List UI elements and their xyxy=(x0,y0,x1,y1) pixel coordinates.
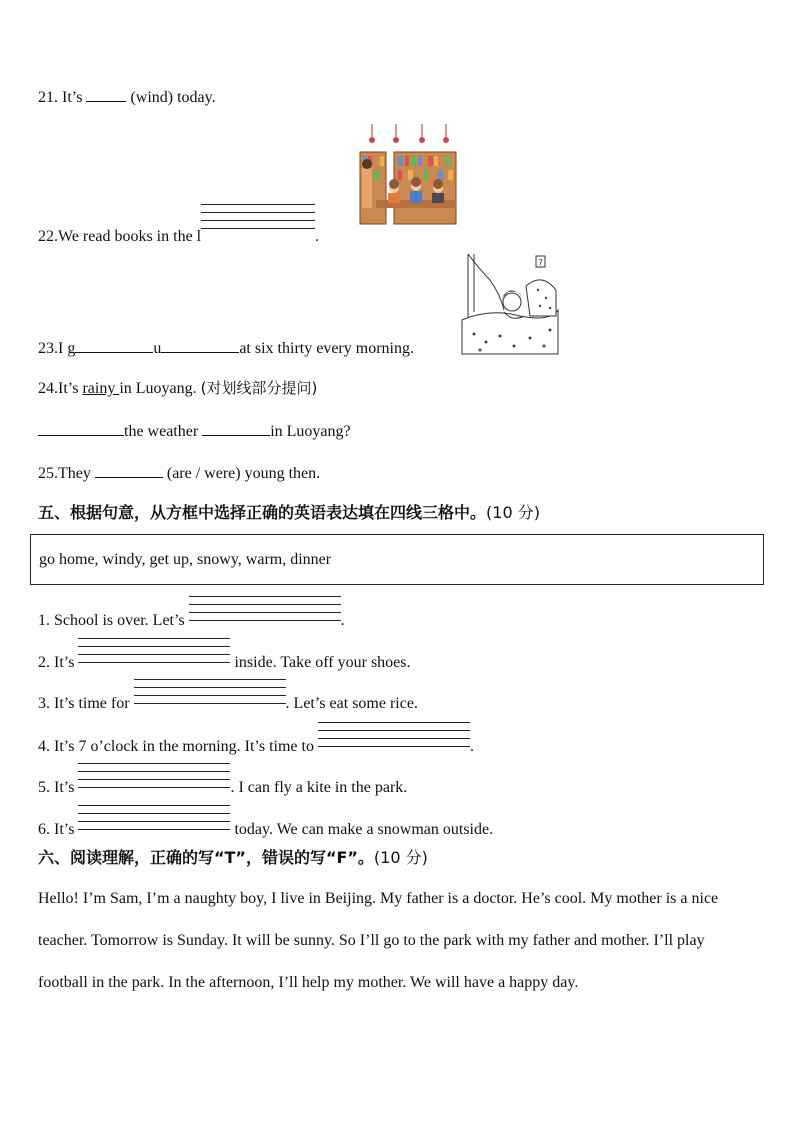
s5-item-1-text-end: . xyxy=(340,612,345,629)
s5-item-2-text-end: inside. Take off your shoes. xyxy=(230,654,411,671)
s5-item-4-text-end: . xyxy=(469,738,474,755)
section-6-heading xyxy=(38,848,428,868)
q23-text-mid: u xyxy=(153,340,162,357)
q23-blank-2[interactable] xyxy=(161,338,239,353)
s5-item-5-text: 5. It’s xyxy=(38,779,79,796)
s5-item-3 xyxy=(38,687,418,714)
s5-item-1-four-line-grid[interactable] xyxy=(189,596,341,621)
s5-item-2-text: 2. It’s xyxy=(38,654,79,671)
question-24 xyxy=(38,378,317,399)
clock-number: 7 xyxy=(538,258,544,267)
section-6-title: 六、阅读理解，正确的写“T”，错误的写“F”。 xyxy=(38,848,374,867)
q22-four-line-grid[interactable] xyxy=(201,204,315,229)
s5-item-5-text-end: . I can fly a kite in the park. xyxy=(230,779,408,796)
s5-item-4 xyxy=(38,730,474,757)
section-5-title: 五、根据句意，从方框中选择正确的英语表达填在四线三格中。 xyxy=(38,503,487,522)
s5-item-1-text: 1. School is over. Let’s xyxy=(38,612,189,629)
reading-passage: Hello! I’m Sam, I’m a naughty boy, I live in Beijing. My father is a doctor. He’s cool. My mother is a nice teacher. Tomorrow is Sunday. It will be sunny. So I’ll go to the park with my father and mother. I’ll play football in the park. In the afternoon, I’ll help my mother. We will have a happy day. xyxy=(38,890,719,991)
section-6-score: (10 分) xyxy=(373,848,428,867)
q21-text: 21. It’s xyxy=(38,89,87,106)
question-22 xyxy=(38,220,319,247)
s5-item-3-text-end: . Let’s eat some rice. xyxy=(285,695,418,712)
s5-item-6-text-end: today. We can make a snowman outside. xyxy=(230,821,494,838)
q21-text-end: (wind) today. xyxy=(126,89,216,106)
s5-item-2-four-line-grid[interactable] xyxy=(78,638,230,663)
library-illustration xyxy=(358,124,458,228)
question-24-answer xyxy=(38,421,351,442)
s5-item-6-four-line-grid[interactable] xyxy=(78,805,230,830)
q22-text: 22.We read books in the l xyxy=(38,228,202,245)
q21-blank[interactable] xyxy=(86,87,126,102)
s5-item-5 xyxy=(38,771,407,798)
s5-item-3-four-line-grid[interactable] xyxy=(134,679,286,704)
s5-item-2 xyxy=(38,646,411,673)
word-bank-text: go home, windy, get up, snowy, warm, dinner xyxy=(39,551,332,568)
q23-text: 23.I g xyxy=(38,340,76,357)
q24-blank-2[interactable] xyxy=(202,421,270,436)
getting-up-illustration xyxy=(460,250,560,356)
s5-item-3-text: 3. It’s time for xyxy=(38,695,134,712)
q24-line2-text-end: in Luoyang? xyxy=(270,423,351,440)
s5-item-4-four-line-grid[interactable] xyxy=(318,722,470,747)
word-bank-box xyxy=(30,534,764,585)
q24-line2-text: the weather xyxy=(124,423,203,440)
question-21 xyxy=(38,87,216,108)
s5-item-1 xyxy=(38,604,345,631)
q25-text-end: (are / were) young then. xyxy=(162,465,321,482)
question-25 xyxy=(38,463,320,484)
q24-blank-1[interactable] xyxy=(38,421,124,436)
question-23 xyxy=(38,338,414,359)
s5-item-6 xyxy=(38,813,493,840)
q24-underlined-word: rainy xyxy=(82,380,120,397)
q24-instruction: (对划线部分提问) xyxy=(200,379,318,397)
q25-blank[interactable] xyxy=(95,463,163,478)
q25-text: 25.They xyxy=(38,465,95,482)
q24-text-end: in Luoyang. xyxy=(119,380,197,397)
q24-text: 24.It’s xyxy=(38,380,83,397)
q23-blank-1[interactable] xyxy=(75,338,153,353)
s5-item-6-text: 6. It’s xyxy=(38,821,79,838)
q22-text-end: . xyxy=(315,228,320,245)
q23-text-end: at six thirty every morning. xyxy=(239,340,414,357)
section-5-score: (10 分) xyxy=(486,503,540,522)
s5-item-5-four-line-grid[interactable] xyxy=(78,763,230,788)
section-5-heading xyxy=(38,503,540,523)
s5-item-4-text: 4. It’s 7 o’clock in the morning. It’s time to xyxy=(38,738,318,755)
